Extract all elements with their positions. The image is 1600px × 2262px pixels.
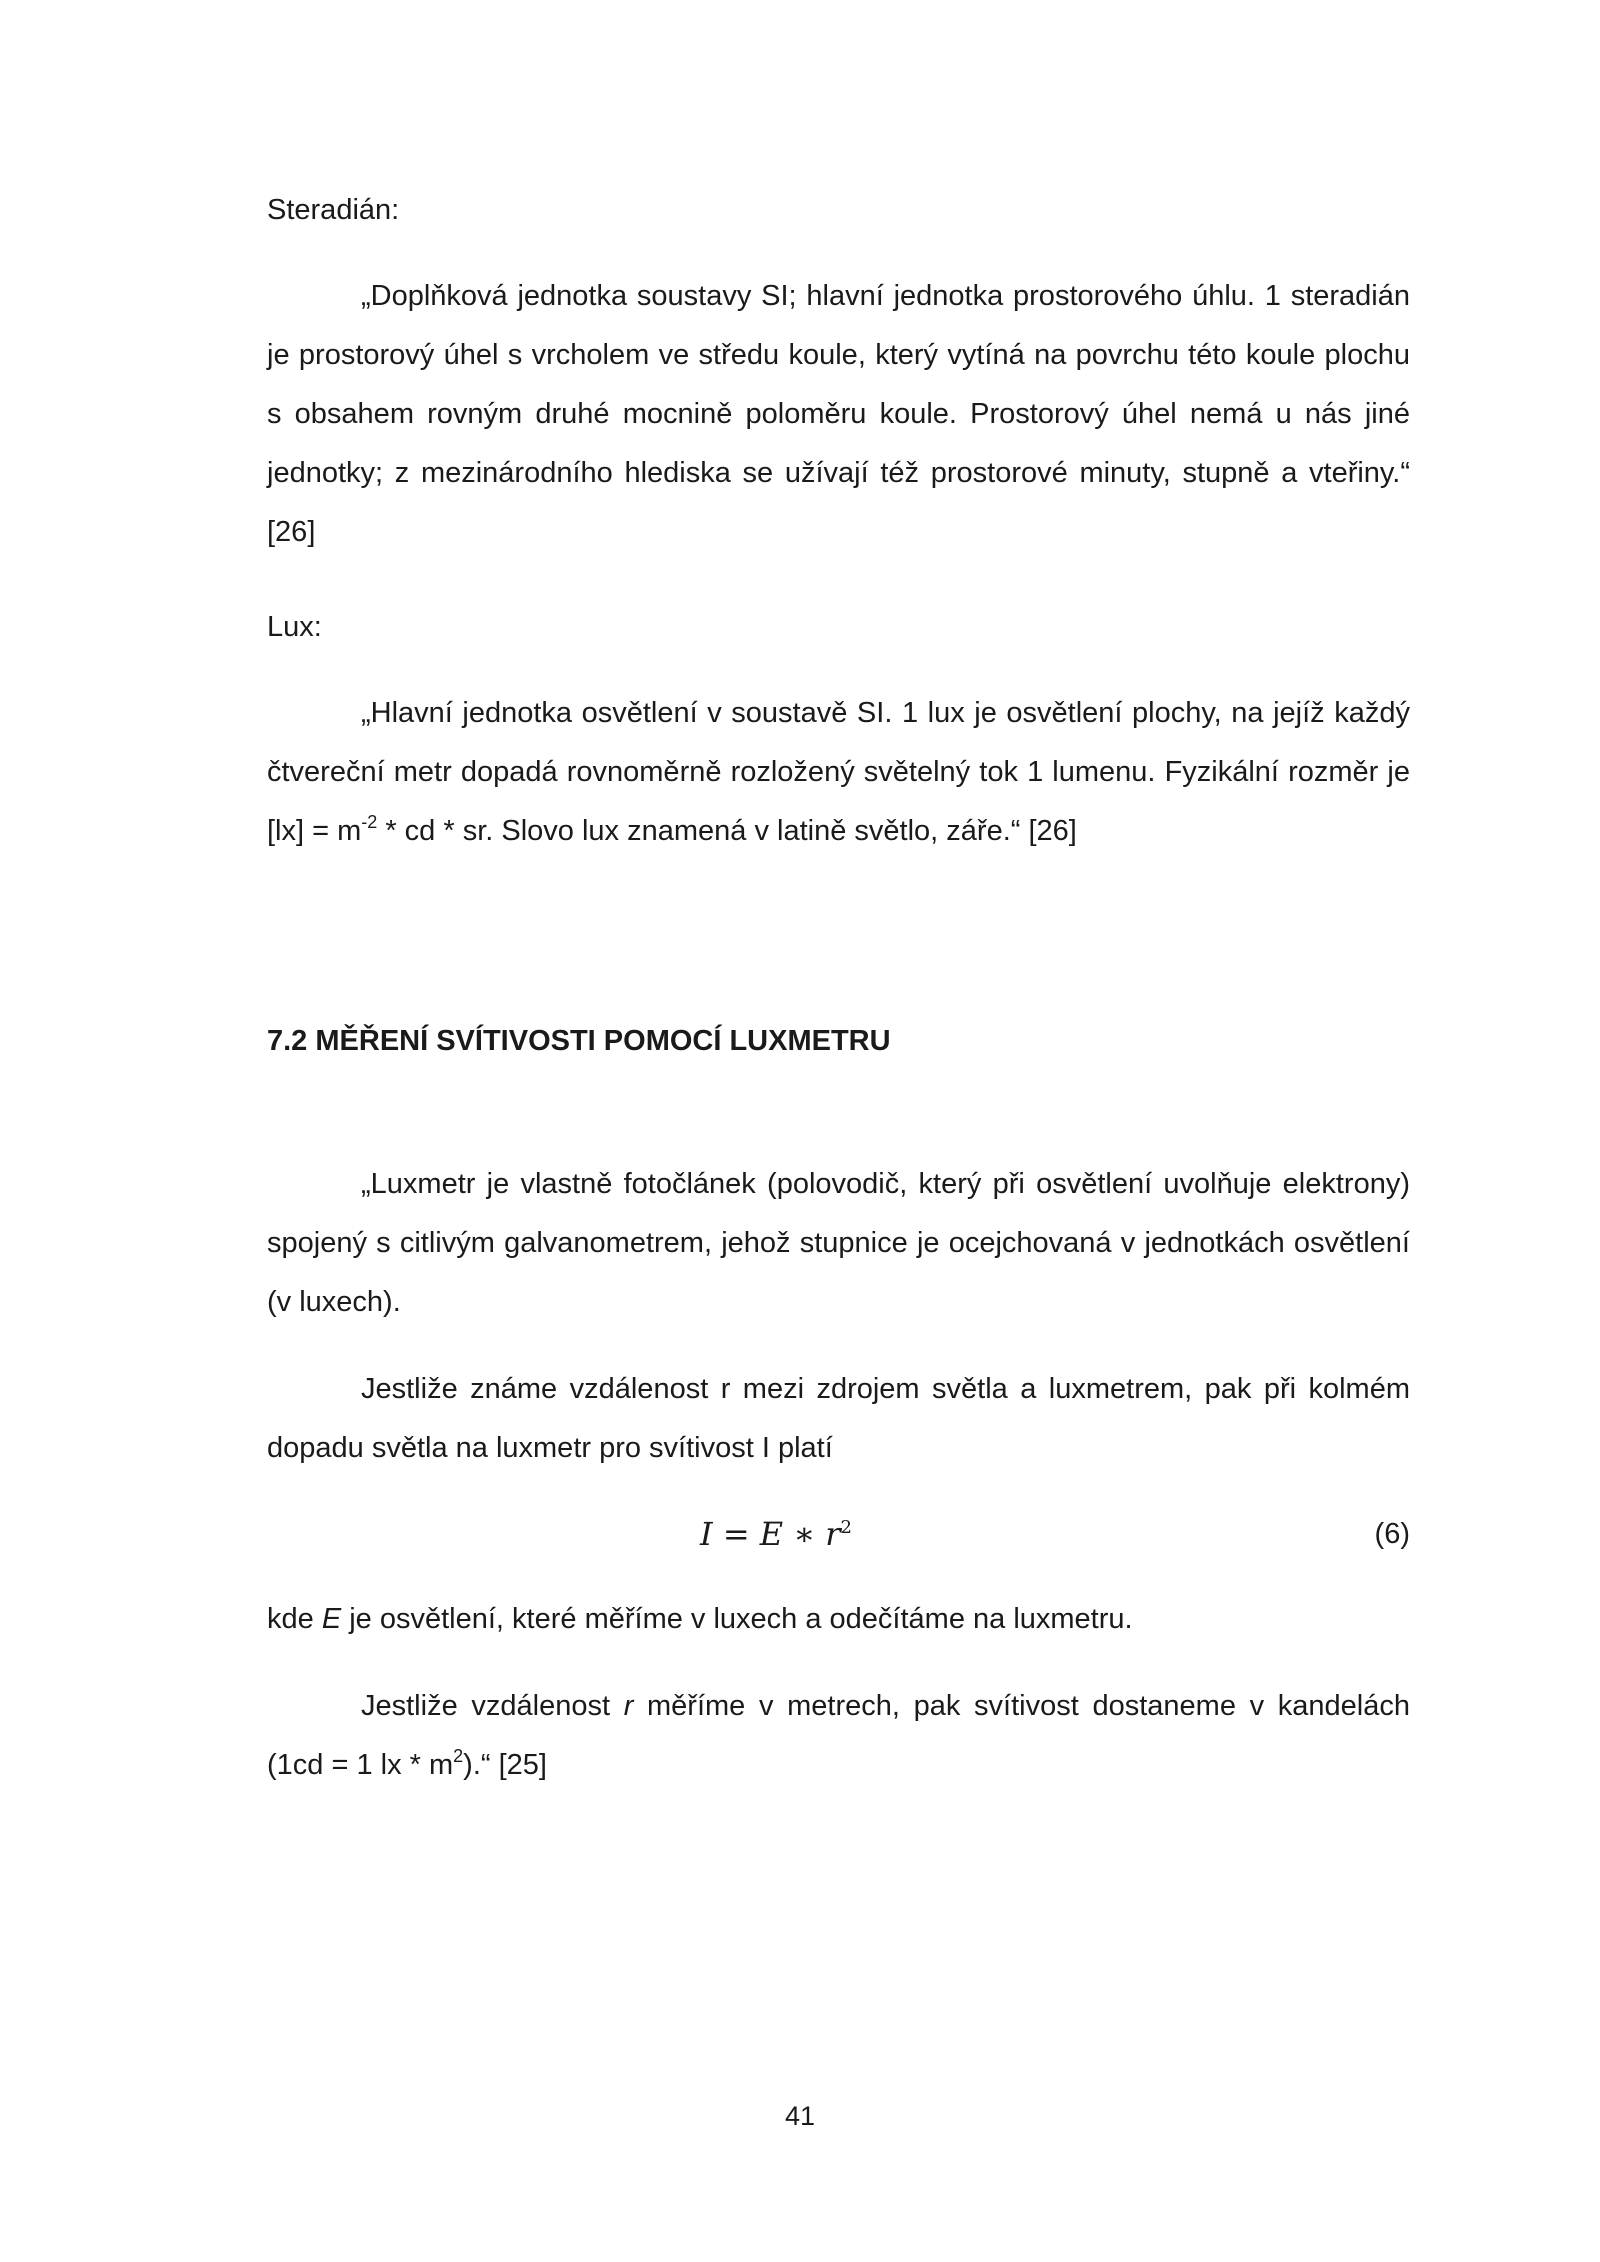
italic-var-e: E xyxy=(321,1603,342,1635)
page-number: 41 xyxy=(784,2101,816,2131)
equation-exponent: 2 xyxy=(840,1517,852,1538)
paragraph-where-text-end: je osvětlení, které měříme v luxech a odečítáme na luxmetru. xyxy=(341,1603,1133,1635)
superscript-two: 2 xyxy=(453,1746,464,1766)
paragraph-lux-text: „Hlavní jednotka osvětlení v soustavě SI. 1 lux je osvětlení plochy, na jejíž každý čtvereční metr dopadá rovnoměrně rozložený světelný tok 1 lumenu. Fyzikální rozměr je [lx] = m xyxy=(267,697,1410,847)
paragraph-distance: Jestliže známe vzdálenost r mezi zdrojem světla a luxmetrem, pak při kolmém dopadu světla na luxmetr pro svítivost I platí xyxy=(267,1373,1410,1464)
paragraph-luxmetr: „Luxmetr je vlastně fotočlánek (polovodič, který při osvětlení uvolňuje elektrony) spojený s citlivým galvanometrem, jehož stupnice je ocejchovaná v jednotkách osvětlení (v luxech). xyxy=(267,1168,1410,1318)
equation-number: (6) xyxy=(1374,1518,1410,1550)
equation-times: ∗ xyxy=(783,1515,826,1553)
paragraph-lux-text-end: * cd * sr. Slovo lux znamená v latině světlo, záře.“ [26] xyxy=(377,815,1077,847)
equation xyxy=(700,1512,852,1556)
equation-var-r: r xyxy=(825,1515,841,1553)
equation-var-e: E xyxy=(759,1515,784,1553)
paragraph-lux xyxy=(267,684,1410,861)
label-lux: Lux: xyxy=(267,611,322,643)
superscript-minus-two: -2 xyxy=(361,812,378,832)
label-steradian: Steradián: xyxy=(267,194,400,226)
paragraph-steradian: „Doplňková jednotka soustavy SI; hlavní jednotka prostorového úhlu. 1 steradián je prostorový úhel s vrcholem ve středu koule, který vytíná na povrchu této koule plochu s obsahem rovným druhé mocnině poloměru koule. Prostorový úhel nemá u nás jiné jednotky; z mezinárodního hlediska se užívají též prostorové minuty, stupně a vteřiny.“ [26] xyxy=(267,280,1410,548)
section-heading: 7.2 MĚŘENÍ SVÍTIVOSTI POMOCÍ LUXMETRU xyxy=(267,1025,891,1057)
equation-var-i: I xyxy=(700,1515,713,1553)
paragraph-candela-text: Jestliže vzdálenost xyxy=(361,1690,624,1722)
paragraph-candela-text-end: ).“ [25] xyxy=(463,1749,547,1781)
paragraph-where xyxy=(267,1590,1410,1649)
paragraph-where-text: kde xyxy=(267,1603,322,1635)
paragraph-candela-text-middle: měříme v metrech, pak svítivost dostaneme v kandelách (1cd = 1 lx * m xyxy=(267,1690,1410,1781)
italic-var-r: r xyxy=(623,1690,634,1722)
paragraph-candela xyxy=(267,1677,1410,1795)
equation-equals: = xyxy=(712,1515,760,1553)
